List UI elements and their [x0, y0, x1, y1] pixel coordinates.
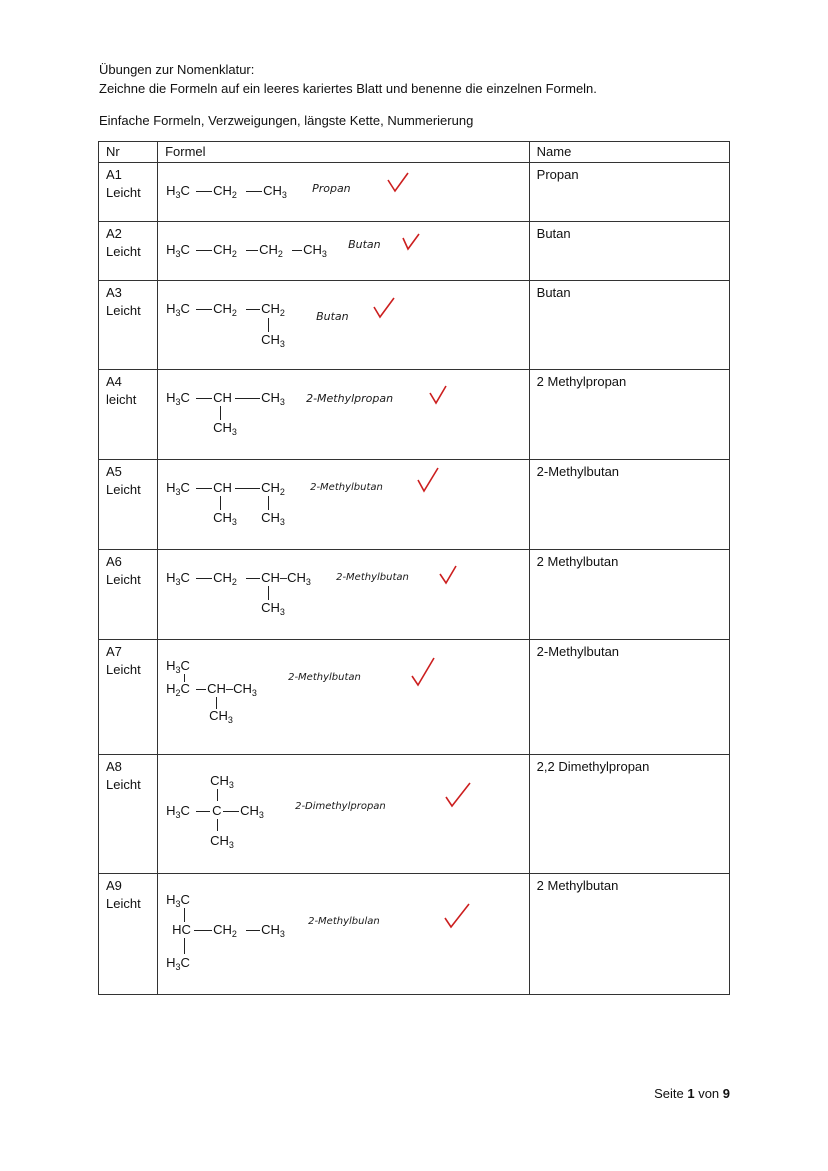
formula-group: $CH_2$	[213, 570, 237, 587]
bond	[184, 938, 185, 954]
bond	[235, 488, 260, 489]
formula-group: $CH_3$	[261, 390, 285, 407]
formula-group: $H_3C$	[166, 658, 190, 675]
checkmark-icon	[438, 564, 458, 586]
bond	[292, 250, 302, 251]
bond	[268, 496, 269, 510]
row-level: Leicht	[106, 777, 141, 792]
table-row	[99, 460, 730, 550]
formula-group: $CH_3$	[263, 183, 287, 200]
row-id: A2	[106, 226, 122, 241]
formula-group: $CH-CH_3$	[261, 570, 311, 587]
bond	[268, 586, 269, 600]
row-id: A5	[106, 464, 122, 479]
formula-cell	[158, 640, 529, 754]
exercise-topic: Einfache Formeln, Verzweigungen, längste Kette, Nummerierung	[99, 113, 474, 128]
bond	[184, 908, 185, 922]
checkmark-icon	[386, 171, 410, 193]
header-formel: Formel	[165, 144, 206, 159]
page-footer	[654, 1086, 730, 1101]
formula-group: $CH_3$	[209, 708, 233, 725]
table-row	[99, 755, 730, 874]
formula-group: $CH_2$	[261, 480, 285, 497]
bond	[217, 819, 218, 831]
formula-group: $H_3C$	[166, 570, 190, 587]
formula-group: $CH_3$	[303, 242, 327, 259]
row-level: Leicht	[106, 572, 141, 587]
bond	[217, 789, 218, 801]
row-id: A9	[106, 878, 122, 893]
checkmark-icon	[372, 296, 396, 320]
formula-group: $CH_3$	[261, 510, 285, 527]
bond	[196, 689, 206, 690]
row-name: 2 Methylbutan	[536, 554, 619, 569]
checkmark-icon	[428, 384, 448, 406]
bond	[194, 930, 212, 931]
formula-group: $H_3C$	[166, 480, 190, 497]
footer-prefix: Seite	[654, 1086, 688, 1101]
formula-group: CH	[213, 480, 232, 495]
formula-group: $H_3C$	[166, 301, 190, 318]
formula-group: C	[212, 803, 222, 818]
row-name: 2-Methylbutan	[536, 644, 620, 659]
row-level: Leicht	[106, 662, 141, 677]
formula-group: $H_3C$	[166, 242, 190, 259]
formula-group: $CH_2$	[213, 242, 237, 259]
formula-cell	[158, 874, 529, 994]
formula-group: $H_2C$	[166, 681, 190, 698]
checkmark-icon	[401, 232, 421, 252]
row-id: A4	[106, 374, 122, 389]
exercise-table	[98, 141, 730, 995]
handwritten-answer: 2-Methylbutan	[310, 482, 383, 493]
bond	[196, 488, 212, 489]
exercise-instruction: Zeichne die Formeln auf ein leeres kariertes Blatt und benenne die einzelnen Formeln.	[99, 81, 597, 96]
handwritten-answer: Butan	[316, 310, 349, 323]
handwritten-answer: 2-Dimethylpropan	[295, 801, 386, 812]
formula-group: $CH-CH_3$	[207, 681, 257, 698]
row-name: Propan	[536, 167, 579, 182]
bond	[246, 191, 262, 192]
formula-group: $H_3C$	[166, 955, 190, 972]
bond	[196, 398, 212, 399]
bond	[196, 309, 212, 310]
row-name: Butan	[536, 226, 571, 241]
table-header-row	[99, 142, 730, 163]
row-id: A6	[106, 554, 122, 569]
exercise-title: Übungen zur Nomenklatur:	[99, 62, 255, 77]
row-name: 2,2 Dimethylpropan	[536, 759, 650, 774]
formula-group: $H_3C$	[166, 390, 190, 407]
footer-total: 9	[722, 1086, 730, 1101]
formula-group: $CH_3$	[213, 420, 237, 437]
table-row	[99, 370, 730, 460]
row-level: Leicht	[106, 896, 141, 911]
formula-group: $CH_3$	[213, 510, 237, 527]
row-id: A7	[106, 644, 122, 659]
row-id: A1	[106, 167, 122, 182]
footer-page: 1	[687, 1086, 695, 1101]
handwritten-answer: 2-Methylpropan	[306, 392, 394, 405]
row-name: 2 Methylpropan	[536, 374, 627, 389]
formula-group: $CH_3$	[261, 600, 285, 617]
header-name: Name	[536, 144, 572, 159]
footer-middle: von	[694, 1086, 723, 1101]
checkmark-icon	[443, 902, 471, 930]
formula-cell	[158, 222, 529, 280]
formula-cell	[158, 370, 529, 459]
row-name: 2-Methylbutan	[536, 464, 620, 479]
handwritten-answer: Butan	[348, 238, 381, 251]
handwritten-answer: 2-Methylbutan	[336, 572, 409, 583]
formula-group: HC	[172, 922, 191, 937]
formula-group: $CH_2$	[259, 242, 283, 259]
table-row	[99, 281, 730, 370]
bond	[246, 578, 260, 579]
formula-cell	[158, 550, 529, 639]
bond	[196, 250, 212, 251]
table-row	[99, 874, 730, 995]
checkmark-icon	[410, 656, 436, 688]
table-row	[99, 640, 730, 755]
row-level: Leicht	[106, 244, 141, 259]
formula-group: $CH_2$	[213, 922, 237, 939]
handwritten-answer: 2-Methylbutan	[288, 672, 361, 683]
formula-group: $CH_2$	[213, 183, 237, 200]
formula-group: $CH_3$	[210, 773, 234, 790]
formula-group: $H_3C$	[166, 183, 190, 200]
row-name: 2 Methylbutan	[536, 878, 619, 893]
formula-cell	[158, 163, 529, 221]
row-id: A3	[106, 285, 122, 300]
formula-group: $CH_2$	[261, 301, 285, 318]
formula-group: $CH_3$	[261, 922, 285, 939]
table-row	[99, 222, 730, 281]
row-name: Butan	[536, 285, 571, 300]
formula-cell	[158, 755, 529, 873]
bond	[223, 811, 239, 812]
bond	[196, 811, 210, 812]
row-level: Leicht	[106, 185, 141, 200]
handwritten-answer: Propan	[312, 182, 351, 195]
formula-group: $CH_3$	[261, 332, 285, 349]
bond	[220, 406, 221, 420]
row-level: Leicht	[106, 482, 141, 497]
checkmark-icon	[416, 466, 440, 494]
formula-group: $CH_3$	[240, 803, 264, 820]
formula-group: $H_3C$	[166, 803, 190, 820]
bond	[268, 318, 269, 332]
formula-group: $H_3C$	[166, 892, 190, 909]
bond	[246, 930, 260, 931]
formula-cell	[158, 281, 529, 369]
formula-cell	[158, 460, 529, 549]
formula-group: $CH_3$	[210, 833, 234, 850]
bond	[196, 578, 212, 579]
formula-group: CH	[213, 390, 232, 405]
handwritten-answer: 2-Methylbulan	[308, 916, 380, 927]
bond	[235, 398, 260, 399]
bond	[246, 309, 260, 310]
row-level: leicht	[106, 392, 137, 407]
bond	[220, 496, 221, 510]
table-row	[99, 163, 730, 222]
bond	[196, 191, 212, 192]
bond	[246, 250, 258, 251]
row-level: Leicht	[106, 303, 141, 318]
row-id: A8	[106, 759, 122, 774]
checkmark-icon	[444, 781, 472, 809]
header-nr: Nr	[106, 144, 120, 159]
table-row	[99, 550, 730, 640]
formula-group: $CH_2$	[213, 301, 237, 318]
